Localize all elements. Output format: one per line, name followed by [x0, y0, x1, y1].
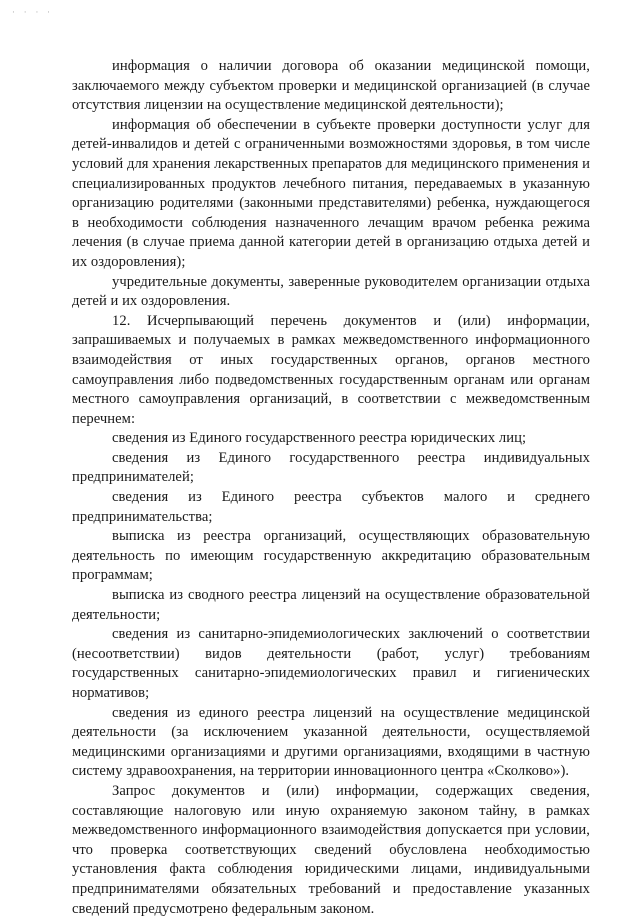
paragraph-item-12: 12. Исчерпывающий перечень документов и (или) информации, запрашиваемых и получаемых в рамках межведомственного информационного взаимодействия от иных государственных органов, органов местного самоуправления либо подведомственных государственным органам или органам местного самоуправления организаций, в соответствии с межведомственным перечнем:	[72, 312, 590, 427]
paragraph-sme-registry: сведения из Единого реестра субъектов малого и среднего предпринимательства;	[72, 489, 590, 525]
paragraph-accreditation-extract: выписка из реестра организаций, осуществляющих образовательную деятельность по имеющим государственную аккредитацию образовательным программам;	[72, 528, 590, 584]
paragraph-egrul: сведения из Единого государственного реестра юридических лиц;	[112, 430, 527, 447]
paragraph-confidential-request: Запрос документов и (или) информации, содержащих сведения, составляющие налоговую или иную охраняемую законом тайну, в рамках межведомственного информационного взаимодействия допускается при условии, что проверка соответствующих сведений обусловлена необходимостью установления факта соблюдения юридическими лицами, индивидуальными предпринимателями обязательных требований и предоставление указанных сведений предусмотрено федеральным законом.	[72, 782, 590, 917]
paragraph-contract-info: информация о наличии договора об оказании медицинской помощи, заключаемого между субъектом проверки и медицинской организацией (в случае отсутствия лицензии на осуществление медицинской деятельности);	[72, 58, 590, 114]
paragraph-founding-documents: учредительные документы, заверенные руководителем организации отдыха детей и их оздоровления.	[72, 273, 590, 310]
paragraph-accessibility-info: информация об обеспечении в субъекте проверки доступности услуг для детей-инвалидов и детей с ограниченными возможностями здоровья, в том числе условий для хранения лекарственных препаратов для медицинского применения и специализированных продуктов лечебного питания, передаваемых в указанную организацию родителями (законными представителями) ребенка, нуждающегося в необходимости соблюдения назначенного лечащим врачом ребенка режима лечения (в случае приема данной категории детей в организацию отдыха детей и их оздоровления);	[72, 116, 590, 270]
paragraph-medical-licenses: сведения из единого реестра лицензий на осуществление медицинской деятельности (за исключением указанной деятельности, осуществляемой медицинскими организациями и другими организациями, входящими в частную систему здравоохранения, на территории инновационного центра «Сколково»).	[72, 704, 590, 780]
paragraph-sanitary-conclusions: сведения из санитарно-эпидемиологических заключений о соответствии (несоответствии) видов деятельности (работ, услуг) требованиям государственных санитарно-эпидемиологических правил и гигиенических нормативов;	[72, 626, 590, 701]
scan-corner-mark: · · · ·	[12, 8, 54, 18]
document-page	[72, 57, 590, 919]
paragraph-egrip: сведения из Единого государственного реестра индивидуальных предпринимателей;	[72, 449, 590, 486]
paragraph-license-extract: выписка из сводного реестра лицензий на осуществление образовательной деятельности;	[72, 587, 590, 623]
